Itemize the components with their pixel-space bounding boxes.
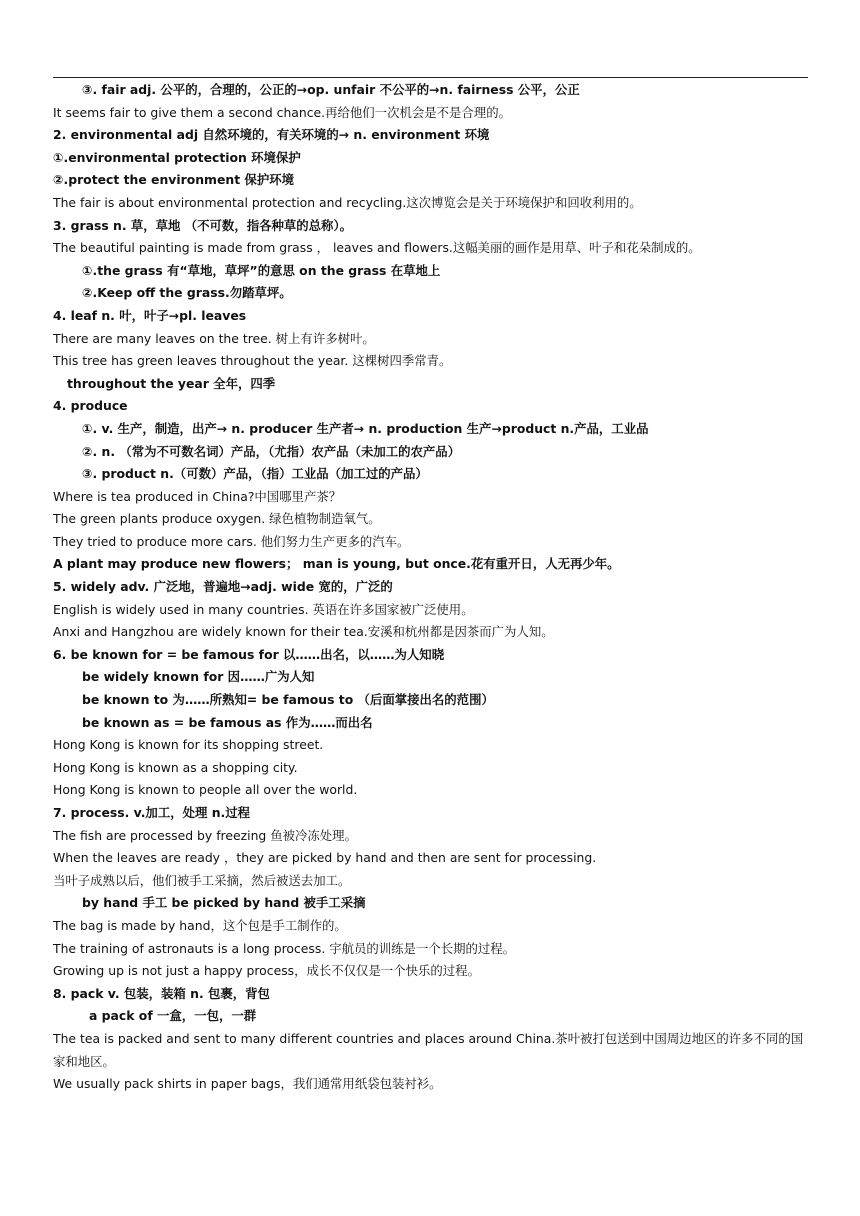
text-line [0, 1005, 860, 1028]
line-text: be known as = be famous as 作为……而出名 [82, 714, 373, 730]
line-text: Hong Kong is known to people all over the world. [53, 782, 358, 798]
text-line [0, 1028, 860, 1073]
text-line [0, 689, 860, 712]
line-text: ①.the grass 有“草地，草坪”的意思 on the grass 在草地上 [82, 262, 441, 278]
line-text: Growing up is not just a happy process，成长不仅仅是一个快乐的过程。 [53, 963, 480, 979]
text-line [0, 531, 860, 554]
line-text: 2. environmental adj 自然环境的，有关环境的→ n. environment 环境 [53, 127, 490, 143]
text-line [0, 802, 860, 825]
text-line [0, 734, 860, 757]
text-line [0, 870, 860, 893]
line-text: 5. widely adv. 广泛地，普遍地→adj. wide 宽的，广泛的 [53, 579, 393, 595]
line-text: We usually pack shirts in paper bags，我们通常用纸袋包装衬衫。 [53, 1076, 442, 1092]
text-line [0, 553, 860, 576]
text-line [0, 441, 860, 464]
text-line [0, 938, 860, 961]
line-text: ②.protect the environment 保护环境 [53, 172, 294, 188]
text-line [0, 779, 860, 802]
line-text: throughout the year 全年，四季 [67, 375, 276, 391]
line-text: This tree has green leaves throughout the year. 这棵树四季常青。 [53, 353, 452, 369]
text-line [0, 328, 860, 351]
text-line [0, 666, 860, 689]
text-line [0, 418, 860, 441]
line-text: ②. n. （常为不可数名词）产品，（尤指）农产品（未加工的农产品） [82, 443, 461, 459]
text-line [0, 599, 860, 622]
text-line [0, 486, 860, 509]
text-line [0, 621, 860, 644]
line-text: ①. v. 生产，制造，出产→ n. producer 生产者→ n. production 生产→product n.产品，工业品 [82, 420, 649, 436]
text-line [0, 847, 860, 870]
line-text: The bag is made by hand，这个包是手工制作的。 [53, 917, 347, 933]
line-text: It seems fair to give them a second chance.再给他们一次机会是不是合理的。 [53, 104, 511, 120]
text-line [0, 169, 860, 192]
line-text: ②.Keep off the grass.勿踏草坪。 [82, 285, 292, 301]
text-line [0, 237, 860, 260]
text-line [0, 305, 860, 328]
text-line [0, 983, 860, 1006]
line-text: English is widely used in many countries. 英语在许多国家被广泛使用。 [53, 601, 474, 617]
line-text: They tried to produce more cars. 他们努力生产更多的汽车。 [53, 533, 410, 549]
line-text: 3. grass n. 草，草地 （不可数，指各种草的总称）。 [53, 217, 353, 233]
text-line [0, 124, 860, 147]
line-text: Where is tea produced in China?中国哪里产茶？ [53, 488, 342, 504]
text-line [0, 644, 860, 667]
line-text: 6. be known for = be famous for 以……出名，以……为人知晓 [53, 646, 445, 662]
text-line [0, 892, 860, 915]
text-line [0, 576, 860, 599]
text-line [0, 960, 860, 983]
line-text: The training of astronauts is a long process. 宇航员的训练是一个长期的过程。 [53, 940, 516, 956]
line-text: A plant may produce new flowers； man is young, but once.花有重开日，人无再少年。 [53, 556, 620, 572]
line-text: 当叶子成熟以后，他们被手工采摘，然后被送去加工。 [53, 872, 351, 888]
line-text: The beautiful painting is made from grass ， leaves and flowers.这幅美丽的画作是用草、叶子和花朵制成的。 [53, 240, 701, 256]
text-line [0, 915, 860, 938]
line-text: be known to 为……所熟知= be famous to （后面掌接出名的范围） [82, 692, 494, 708]
text-line [0, 147, 860, 170]
top-rule [53, 77, 808, 78]
line-text: Hong Kong is known as a shopping city. [53, 759, 298, 775]
text-line [0, 215, 860, 238]
line-text: The tea is packed and sent to many different countries and places around China.茶叶被打包送到中国周边地区的许多不同的国家和地区。 [53, 1030, 804, 1069]
text-line [0, 508, 860, 531]
line-text: The fair is about environmental protection and recycling.这次博览会是关于环境保护和回收利用的。 [53, 194, 642, 210]
text-line [0, 825, 860, 848]
line-text: 4. leaf n. 叶，叶子→pl. leaves [53, 307, 247, 323]
line-text: be widely known for 因……广为人知 [82, 669, 315, 685]
text-line [0, 373, 860, 396]
line-text: 8. pack v. 包装，装箱 n. 包裹，背包 [53, 985, 270, 1001]
text-line [0, 79, 860, 102]
line-text: There are many leaves on the tree. 树上有许多树叶。 [53, 330, 375, 346]
text-line [0, 712, 860, 735]
text-line [0, 395, 860, 418]
text-line [0, 350, 860, 373]
text-line [0, 102, 860, 125]
text-line [0, 463, 860, 486]
line-text: ③. fair adj. 公平的，合理的，公正的→op. unfair 不公平的→n. fairness 公平，公正 [82, 82, 580, 97]
text-line [0, 757, 860, 780]
line-text: a pack of 一盒，一包，一群 [89, 1008, 257, 1024]
line-text: The green plants produce oxygen. 绿色植物制造氧气。 [53, 511, 381, 527]
text-line [0, 282, 860, 305]
line-text: ③. product n.（可数）产品，（指）工业品（加工过的产品） [82, 466, 428, 482]
document-body [0, 79, 860, 1096]
line-text: 7. process. v.加工，处理 n.过程 [53, 805, 251, 820]
line-text: Anxi and Hangzhou are widely known for their tea.安溪和杭州都是因茶而广为人知。 [53, 624, 554, 640]
text-line [0, 260, 860, 283]
line-text: 4. produce [53, 398, 128, 414]
line-text: ①.environmental protection 环境保护 [53, 149, 301, 165]
line-text: When the leaves are ready ，they are picked by hand and then are sent for processing. [53, 850, 597, 866]
line-text: The fish are processed by freezing 鱼被冷冻处理。 [53, 827, 357, 843]
line-text: Hong Kong is known for its shopping street. [53, 737, 324, 753]
text-line [0, 1073, 860, 1096]
text-line [0, 192, 860, 215]
line-text: by hand 手工 be picked by hand 被手工采摘 [82, 895, 366, 911]
